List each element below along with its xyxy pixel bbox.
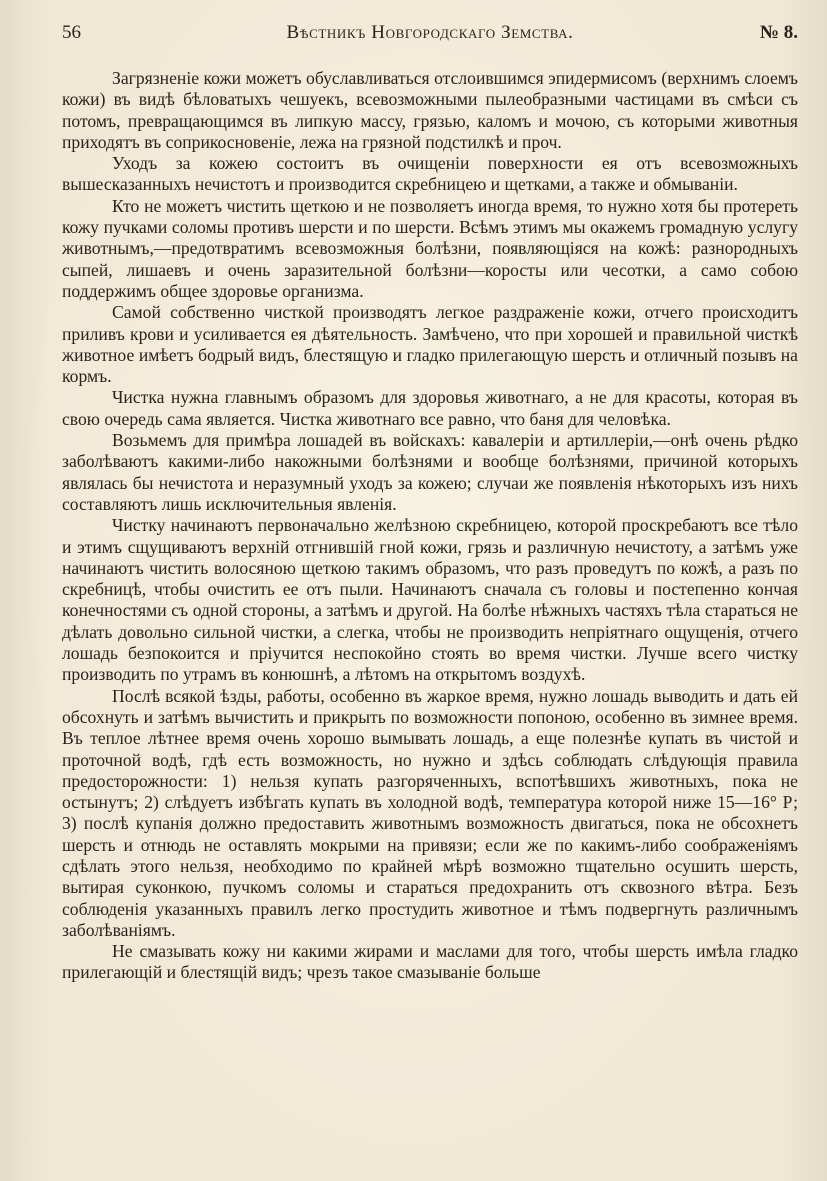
running-header: [62, 20, 798, 46]
paragraph-skin-contamination: Загрязненіе кожи можетъ обуславливаться отслоившимся эпидермисомъ (верхнимъ слоемъ кожи) въ видѣ бѣловатыхъ чешуекъ, всевозможными пылеобразными частицами въ смѣси съ потомъ, превращающимся въ липкую массу, грязью, каломъ и мочою, съ которыми животныя приходятъ въ соприкосновеніе, лежа на грязной подстилкѣ и проч.: [62, 68, 798, 152]
paragraph-straw-rubbing: Кто не можетъ чистить щеткою и не позволяетъ иногда время, то нужно хотя бы протереть кожу пучками соломы противъ шерсти и по шерсти. Всѣмъ этимъ мы окажемъ громадную услугу животнымъ,—предотвратимъ всевозможныя болѣзни, появляющіяся на кожѣ: разнородныхъ сыпей, лишаевъ и очень заразительной болѣзни—коросты или чесотки, а само собою поддержимъ общее здоровье организма.: [62, 195, 798, 301]
journal-title: Вѣстникъ Новгородскаго Земства.: [286, 22, 574, 43]
paragraph-grooming-method: Чистку начинаютъ первоначально желѣзною скребницею, которой проскребаютъ все тѣло и этимъ сщущиваютъ верхній отгнившій гной кожи, грязь и различную нечистоту, а затѣмъ уже начинаютъ чистить волосяною щеткою такимъ образомъ, что разъ проведутъ по кожѣ, а разъ по скребницѣ, чтобы очистить ее отъ пыли. Начинаютъ сначала съ головы и постепенно кончая конечностями съ одной стороны, а затѣмъ и другой. На болѣе нѣжныхъ частяхъ тѣла стараться не дѣлать довольно сильной чистки, а слегка, чтобы не производить непріятнаго ощущенія, отчего лошадь безпокоится и пріучится неспокойно стоять во время чистки. Лучше всего чистку производить по утрамъ въ конюшнѣ, а лѣтомъ на открытомъ воздухѣ.: [62, 515, 798, 685]
paragraph-no-oiling: Не смазывать кожу ни какими жирами и маслами для того, чтобы шерсть имѣла гладко прилегающій и блестящій видъ; чрезъ такое смазываніе больше: [62, 941, 798, 983]
paragraph-bathing-rules: Послѣ всякой ѣзды, работы, особенно въ жаркое время, нужно лошадь выводить и дать ей обсохнуть и затѣмъ вычистить и прикрыть по возможности попоною, особенно въ зимнее время. Въ теплое лѣтнее время очень хорошо вымывать лошадь, а еще полезнѣе купать въ чистой и проточной водѣ, гдѣ есть возможность, но нужно и здѣсь соблюдать слѣдующія правила предосторожности: 1) нельзя купать разгоряченныхъ, вспотѣвшихъ животныхъ, пока не остынутъ; 2) слѣдуетъ избѣгать купать въ холодной водѣ, температура которой ниже 15—16° Р; 3) послѣ купанія должно предоставить животнымъ возможность двигаться, пока не обсохнетъ шерсть и отнюдь не оставлять мокрыми на привязи; если же по какимъ-либо соображеніямъ сдѣлать этого нельзя, необходимо по крайней мѣрѣ возможно тщательно осушить шерсть, вытирая суконкою, пучкомъ соломы и стараться предохранить отъ сквозного вѣтра. Безъ соблюденія указанныхъ правилъ легко простудить животное и тѣмъ подвергнуть различнымъ заболѣваніямъ.: [62, 685, 798, 940]
paragraph-army-horses: Возьмемъ для примѣра лошадей въ войскахъ: кавалеріи и артиллеріи,—онѣ очень рѣдко заболѣваютъ какими-либо накожными болѣзнями и вообще болѣзнями, причиной которыхъ являлась бы нечистота и неразумный уходъ за кожею; случаи же появленія нѣкоторыхъ изъ нихъ составляютъ лишь исключительныя явленія.: [62, 430, 798, 514]
page-number: 56: [62, 22, 81, 43]
paragraph-health: Чистка нужна главнымъ образомъ для здоровья животнаго, а не для красоты, которая въ свою очередь сама является. Чистка животнаго все равно, что баня для человѣка.: [62, 387, 798, 429]
paragraph-skin-care: Уходъ за кожею состоитъ въ очищеніи поверхности ея отъ всевозможныхъ вышесказанныхъ нечистотъ и производится скребницею и щетками, а также и обмываніи.: [62, 153, 798, 195]
issue-number: № 8.: [759, 22, 798, 43]
article-body: [62, 68, 798, 984]
paragraph-irritation: Самой собственно чисткой производятъ легкое раздраженіе кожи, отчего происходитъ приливъ крови и усиливается ея дѣятельность. Замѣчено, что при хорошей и правильной чисткѣ животное имѣетъ бодрый видъ, блестящую и гладко прилегающую шерсть и отличный позывъ на кормъ.: [62, 302, 798, 387]
